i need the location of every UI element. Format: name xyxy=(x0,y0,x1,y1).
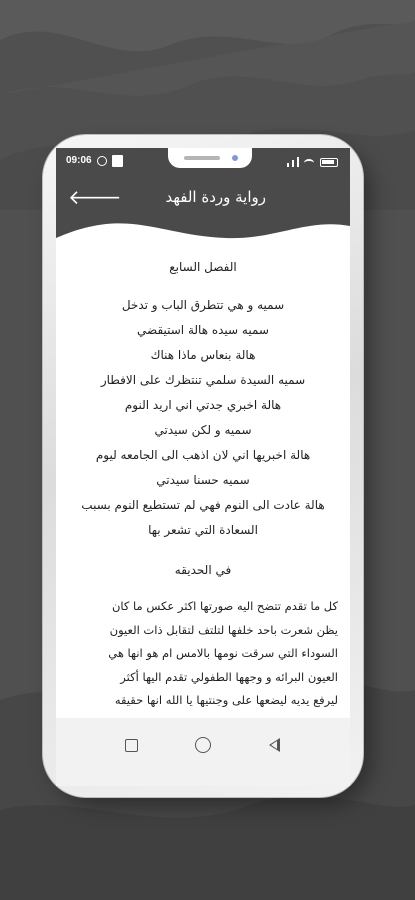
page-title: رواية وردة الفهد xyxy=(165,188,266,206)
dialogue-line: هالة اخبريها اني لان اذهب الى الجامعه ليوم xyxy=(95,448,311,462)
paragraph-line: السوداء التي سرقت نومها بالامس ام هو انها هي xyxy=(108,646,338,660)
wifi-icon xyxy=(304,159,314,167)
dialogue-line: هالة عادت الى النوم فهي لم تستطيع النوم بسبب xyxy=(81,498,325,512)
dialogue-line: سميه السيدة سلمي تنتظرك على الافطار xyxy=(100,373,306,387)
dialogue-line: سميه و هي تتطرق الباب و تدخل xyxy=(121,298,285,312)
circle-home-icon[interactable] xyxy=(191,733,215,757)
circle-notification-icon xyxy=(97,156,107,166)
chapter-title: الفصل السابع xyxy=(169,260,237,274)
speaker-slot xyxy=(184,156,220,160)
dialogue-line: هالة اخبري جدتي اني اريد النوم xyxy=(124,398,282,412)
status-right-icons xyxy=(287,155,338,167)
square-recent-apps-icon[interactable] xyxy=(119,733,143,757)
arrow-left-icon[interactable]: 🡐 xyxy=(68,185,122,209)
dialogue-line: سميه سيده هالة استيقضي xyxy=(137,323,269,337)
paragraph-line: العيون البرائه و وجهها الطفولي تقدم اليها أكثر xyxy=(120,669,338,684)
header-wave-decoration xyxy=(56,218,350,248)
status-time: 09:06 xyxy=(66,155,92,166)
dialogue-line: سميه و لكن سيدتي xyxy=(154,423,252,437)
status-bar xyxy=(56,148,350,174)
square-notification-icon xyxy=(112,155,123,167)
front-camera xyxy=(232,155,238,161)
signal-icon xyxy=(287,163,289,167)
dialogue-line: سميه حسنا سيدتي xyxy=(156,473,250,487)
section-title: في الحديقه xyxy=(174,563,232,577)
battery-icon xyxy=(320,158,338,167)
triangle-back-icon[interactable] xyxy=(263,733,287,757)
chapter-content[interactable] xyxy=(56,248,350,718)
app-bar xyxy=(56,178,350,218)
dialogue-block xyxy=(56,293,350,543)
dialogue-line: هالة بنعاس ماذا هناك xyxy=(150,348,256,362)
paragraph-line: كل ما تقدم تتضح اليه صورتها اكثر عكس ما كان xyxy=(111,599,338,613)
paragraph-line: يظن شعرت باحد خلفها لتلتف لتقابل ذات العيون xyxy=(109,622,338,637)
dialogue-line: السعادة التي تشعر بها xyxy=(148,523,258,537)
signal-icon xyxy=(297,157,299,167)
story-paragraph xyxy=(56,595,350,736)
system-navigation-bar xyxy=(56,718,350,786)
paragraph-line: ليرفع يديه ليضعها على وجنتيها يا الله انها حقيقه xyxy=(114,693,338,707)
phone-screen xyxy=(56,148,350,786)
signal-icon xyxy=(292,160,294,167)
